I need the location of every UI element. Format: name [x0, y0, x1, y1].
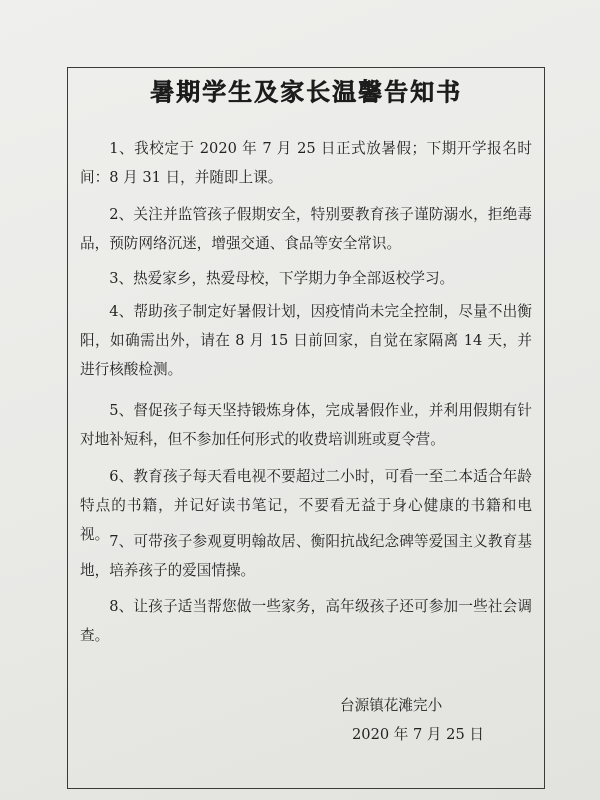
notice-item-1: 1、我校定于 2020 年 7 月 25 日正式放暑假；下期开学报名时间：8 月 31 日，并随即上课。 [80, 140, 532, 186]
notice-item-6: 6、教育孩子每天看电视不要超过二小时，可看一至二本适合年龄特点的书籍，并记好读书笔记，不要看无益于身心健康的书籍和电视。 [80, 468, 532, 543]
notice-item-8: 8、让孩子适当帮您做一些家务，高年级孩子还可参加一些社会调查。 [80, 598, 532, 644]
notice-item-5: 5、督促孩子每天坚持锻炼身体，完成暑假作业，并利用假期有针对地补短科，但不参加任何形式的收费培训班或夏令营。 [80, 402, 532, 448]
signature-date: 2020 年 7 月 25 日 [352, 726, 484, 743]
signature-school: 台源镇花滩完小 [340, 697, 443, 714]
notice-title: 暑期学生及家长温馨告知书 [150, 78, 462, 106]
notice-item-2: 2、关注并监管孩子假期安全，特别要教育孩子谨防溺水，拒绝毒品，预防网络沉迷，增强交通、食品等安全常识。 [80, 206, 532, 252]
notice-item-4: 4、帮助孩子制定好暑假计划，因疫情尚未完全控制，尽量不出衡阳，如确需出外，请在 8 月 15 日前回家，自觉在家隔离 14 天，并进行核酸检测。 [80, 303, 532, 378]
notice-item-3: 3、热爱家乡，热爱母校，下学期力争全部返校学习。 [109, 270, 455, 287]
notice-item-7: 7、可带孩子参观夏明翰故居、衡阳抗战纪念碑等爱国主义教育基地，培养孩子的爱国情操。 [80, 533, 532, 579]
